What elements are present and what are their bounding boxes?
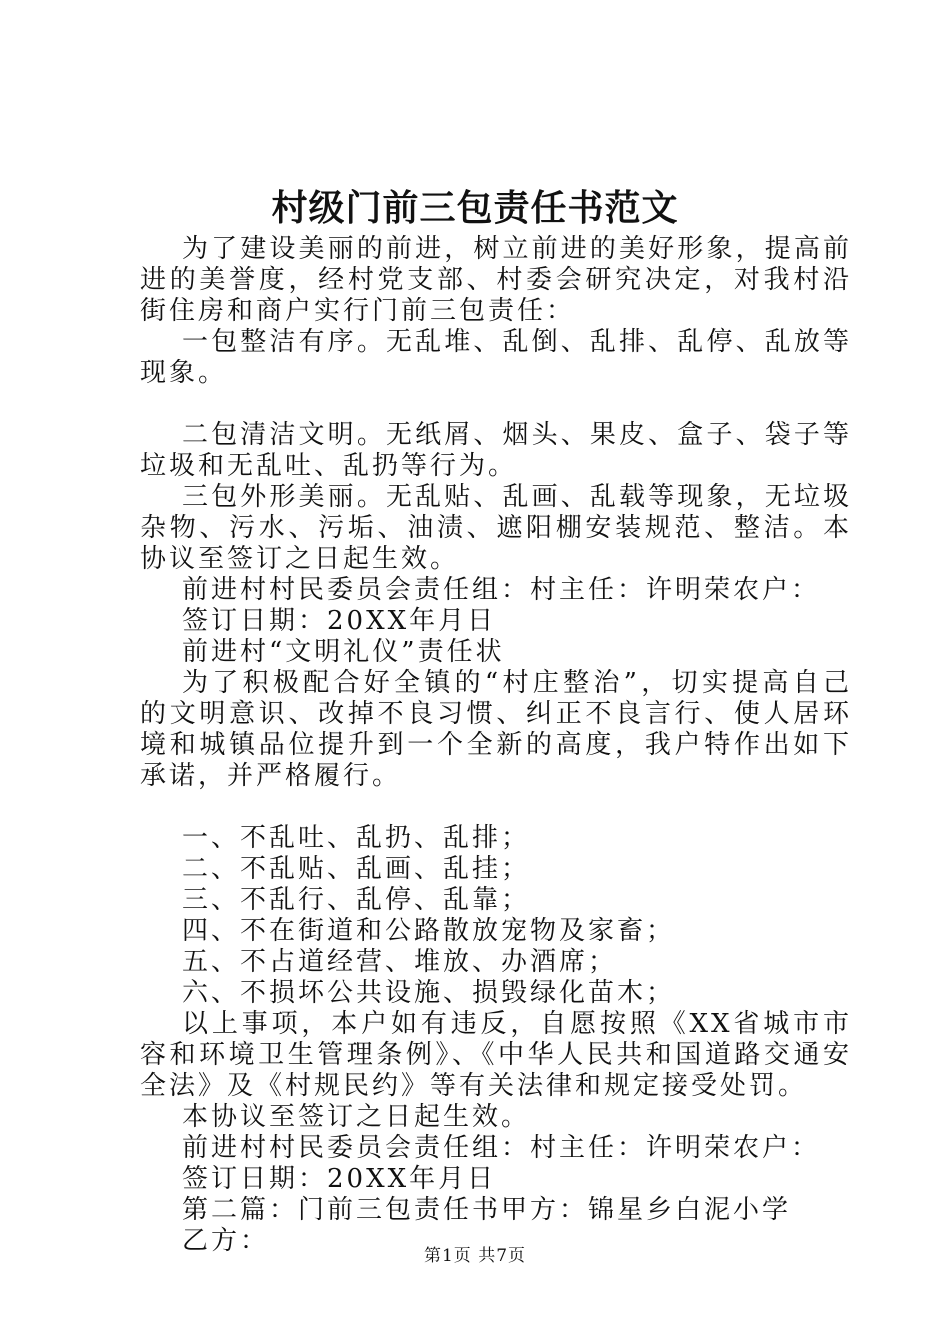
paragraph-item-2: 二包清洁文明。无纸屑、烟头、果皮、盒子、袋子等垃圾和无乱吐、乱扔等行为。 bbox=[140, 420, 852, 481]
paragraph-item-1: 一包整洁有序。无乱堆、乱倒、乱排、乱停、乱放等现象。 bbox=[140, 327, 852, 388]
page-footer: 第1页 共7页 bbox=[423, 1246, 527, 1266]
paragraph-part-two: 第二篇：门前三包责任书甲方：锦星乡白泥小学 bbox=[182, 1195, 792, 1225]
paragraph-gap bbox=[140, 792, 852, 823]
paragraph-subtitle: 前进村“文明礼仪”责任状 bbox=[182, 637, 505, 667]
paragraph-party-b: 乙方： bbox=[182, 1226, 270, 1256]
list-item: 三、不乱行、乱停、乱靠； bbox=[182, 885, 531, 915]
paragraph-signatory: 前进村村民委员会责任组：村主任：许明荣农户： bbox=[182, 575, 821, 605]
paragraph-intro: 为了建设美丽的前进，树立前进的美好形象，提高前进的美誉度，经村党支部、村委会研究决定，对我村沿街住房和商户实行门前三包责任： bbox=[140, 234, 852, 326]
list-item: 四、不在街道和公路散放宠物及家畜； bbox=[182, 916, 676, 946]
document-title: 村级门前三包责任书范文 bbox=[271, 187, 679, 229]
list-item: 一、不乱吐、乱扔、乱排； bbox=[182, 823, 531, 853]
paragraph-effective: 本协议至签订之日起生效。 bbox=[182, 1102, 531, 1132]
list-item: 六、不损坏公共设施、损毁绿化苗木； bbox=[182, 978, 676, 1008]
paragraph-item-3: 三包外形美丽。无乱贴、乱画、乱载等现象，无垃圾杂物、污水、污垢、油渍、遮阳棚安装规范、整洁。本协议至签订之日起生效。 bbox=[140, 482, 852, 574]
list-item: 五、不占道经营、堆放、办酒席； bbox=[182, 947, 618, 977]
paragraph-penalty: 以上事项，本户如有违反，自愿按照《XX省城市市容和环境卫生管理条例》、《中华人民共和国道路交通安全法》及《村规民约》等有关法律和规定接受处罚。 bbox=[140, 1009, 852, 1101]
paragraph-sign-date: 签订日期：20XX年月日 bbox=[182, 606, 497, 636]
list-item: 二、不乱贴、乱画、乱挂； bbox=[182, 854, 531, 884]
paragraph-signatory: 前进村村民委员会责任组：村主任：许明荣农户： bbox=[182, 1133, 821, 1163]
paragraph-pledge-intro: 为了积极配合好全镇的“村庄整治”，切实提高自己的文明意识、改掉不良习惯、纠正不良言行、使人居环境和城镇品位提升到一个全新的高度，我户特作出如下承诺，并严格履行。 bbox=[140, 668, 852, 791]
document-body bbox=[140, 234, 852, 1257]
paragraph-sign-date: 签订日期：20XX年月日 bbox=[182, 1164, 497, 1194]
paragraph-gap bbox=[140, 389, 852, 420]
